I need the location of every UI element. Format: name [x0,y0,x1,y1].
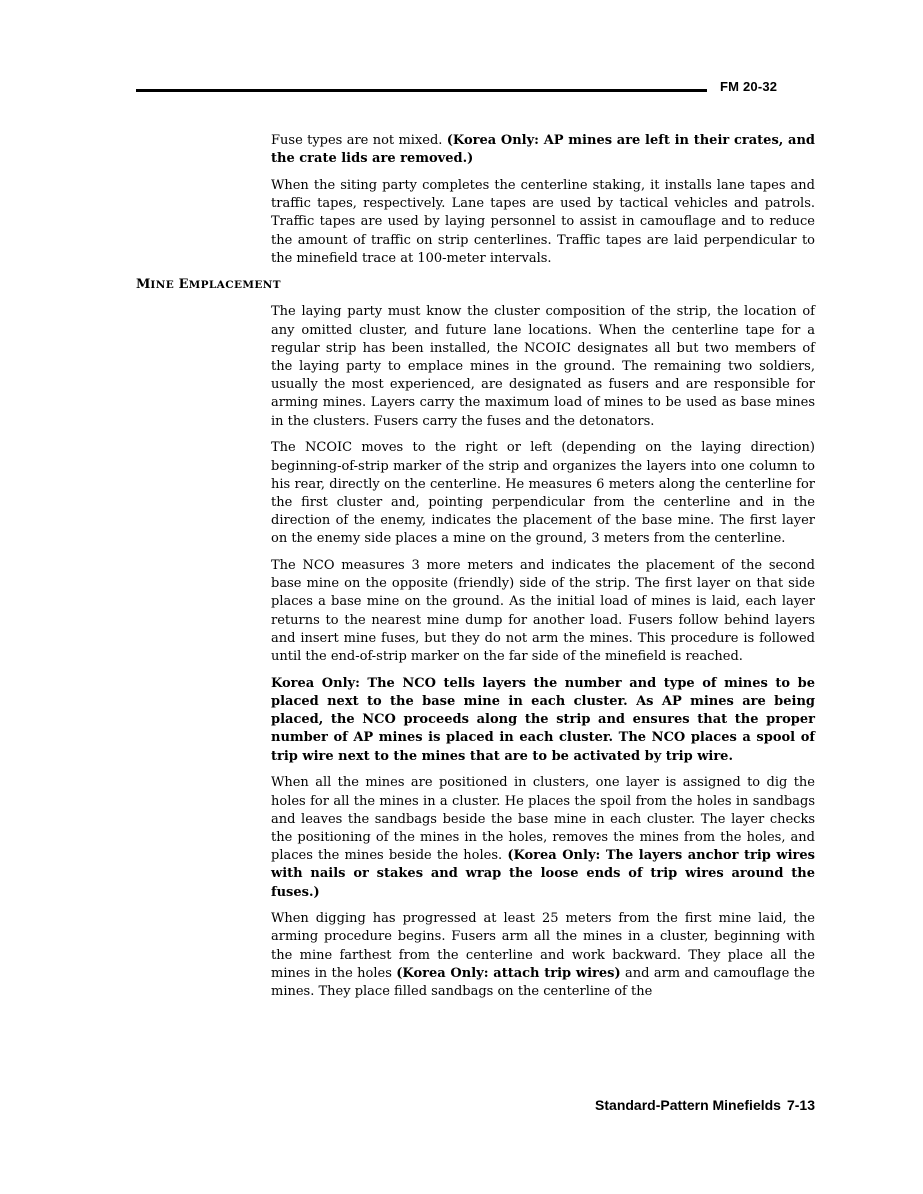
paragraph-text: and arm and camouflage the mines. They place filled sandbags on the centerline of the [271,965,815,1000]
paragraph-korea-only-nco [271,675,815,766]
paragraph-text: Fuse types are not mixed. [271,133,447,148]
korea-only-note: (Korea Only: The layers anchor trip wires with nails or stakes and wrap the loose ends of trip wires around the fuses.) [271,848,815,900]
page-footer [560,1097,815,1113]
korea-only-note: (Korea Only: attach trip wires) [396,965,621,981]
paragraph-mines-positioned [271,774,815,901]
paragraph-arming-procedure [271,910,815,1001]
paragraph-siting-party: When the siting party completes the centerline staking, it installs lane tapes and traffic tapes, respectively. Lane tapes are used by tactical vehicles and patrols. Traffic tapes are used by laying personnel to assist in camouflage and to reduce the amount of traffic on strip centerlines. Traffic tapes are laid perpendicular to the minefield trace at 100-meter intervals. [271,177,815,266]
footer-chapter-title: Standard-Pattern Minefields [595,1097,781,1113]
korea-only-note: Korea Only: The NCO tells layers the number and type of mines to be placed next to the base mine in each cluster. As AP mines are being placed, the NCO proceeds along the strip and ensures that the proper number of AP mines is placed in each cluster. The NCO places a spool of trip wire next to the mines that are to be activated by trip wire. [271,675,815,764]
section-heading-mine-emplacement [136,276,815,294]
paragraph-text: When digging has progressed at least 25 meters from the first mine laid, the arming procedure begins. Fusers arm all the mines in a cluster, beginning with the mine farthest from the centerline and work backward. They place all the mines in the holes [271,911,815,981]
korea-only-note: (Korea Only: AP mines are left in their crates, and the crate lids are removed.) [271,133,815,167]
paragraph-laying-party: The laying party must know the cluster composition of the strip, the location of any omitted cluster, and future lane locations. When the centerline tape for a regular strip has been installed, the NCOIC designates all but two members of the laying party to emplace mines in the ground. The remaining two soldiers, usually the most experienced, are designated as fusers and are responsible for arming mines. Layers carry the maximum load of mines to be used as base mines in the clusters. Fusers carry the fuses and the detonators. [271,304,815,429]
paragraph-nco-measures: The NCO measures 3 more meters and indicates the placement of the second base mine on the opposite (friendly) side of the strip. The first layer on that side places a base mine on the ground. As the initial load of mines is laid, each layer returns to the nearest mine dump for another load. Fusers follow behind layers and insert mine fuses, but they do not arm the mines. This procedure is followed until the end-of-strip marker on the far side of the minefield is reached. [271,558,815,665]
header-rule [136,89,707,92]
document-code: FM 20-32 [720,79,778,94]
heading-initial: E [178,277,189,293]
paragraph-fuse-types [271,132,815,168]
paragraph-ncoic-moves: The NCOIC moves to the right or left (depending on the laying direction) beginning-of-strip marker of the strip and organizes the layers into one column to his rear, directly on the centerline. He measures 6 meters along the centerline for the first cluster and, pointing perpendicular from the centerline and in the direction of the enemy, indicates the placement of the base mine. The first layer on the enemy side places a mine on the ground, 3 meters from the centerline. [271,440,815,547]
footer-page-number: 7-13 [786,1097,815,1113]
heading-smallcaps: MPLACEMENT [188,279,282,292]
paragraph-text: When all the mines are positioned in clusters, one layer is assigned to dig the holes for all the mines in a cluster. He places the spoil from the holes in sandbags and leaves the sandbags beside the base mine in each cluster. The layer checks the positioning of the mines in the holes, removes the mines from the holes, and places the mines beside the holes. [271,775,815,864]
body-text [136,132,815,1010]
heading-smallcaps: INE [150,279,175,292]
heading-initial: M [136,277,151,293]
